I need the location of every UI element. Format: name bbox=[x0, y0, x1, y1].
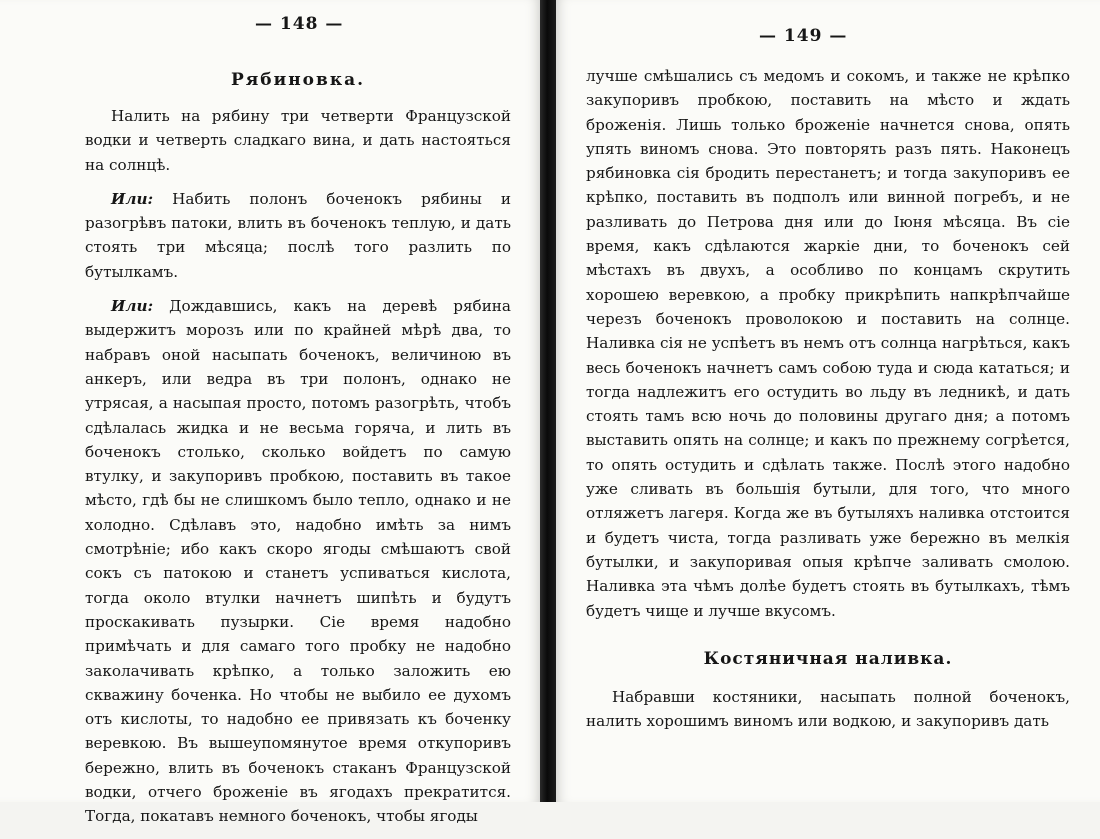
section-heading: Костяничная наливка. bbox=[703, 648, 953, 669]
paragraph bbox=[85, 187, 511, 284]
paragraph bbox=[85, 294, 511, 829]
paragraph-lead: Или: bbox=[111, 297, 154, 316]
book-gutter bbox=[540, 0, 556, 802]
text-column bbox=[85, 70, 511, 839]
paragraph-text: Дождавшись, какъ на деревѣ рябина выдержитъ морозъ или по крайней мѣрѣ два, то набравъ оной насыпать боченокъ, величиною въ анкеръ, или ведра въ три полонъ, однако не утрясая, а насыпая просто, потомъ разогрѣть, чтобъ сдѣлалась жидка и не весьма горяча, и лить въ боченокъ столько, сколько войдетъ по самую втулку, и закупоривъ пробкою, поставить въ такое мѣсто, гдѣ бы не слишкомъ было тепло, однако и не холодно. Сдѣлавъ это, надобно имѣть за нимъ смотрѣніе; ибо какъ скоро ягоды смѣшаютъ свой сокъ съ патокою и станетъ успиваться кислота, тогда около втулки начнетъ шипѣть и будутъ проскакивать пузырки. Сіе время надобно примѣчать и для самаго того пробку не надобно заколачивать крѣпко, а только заложить ею скважину боченка. Но чтобы не выбило ее духомъ отъ кислоты, то надобно ее привязать къ боченку веревкою. Въ вышеупомянутое время откупоривъ бережно, влить въ боченокъ стаканъ Французской водки, отчего броженіе въ ягодахъ прекратится. Тогда, покатавъ немного боченокъ, чтобы ягоды bbox=[85, 297, 511, 826]
page-number: — 149 — bbox=[759, 26, 848, 46]
text-column bbox=[586, 64, 1070, 743]
right-page bbox=[556, 0, 1100, 802]
paragraph-text: Налить на рябину три четверти Французской водки и четверть сладкаго вина, и дать настояться на солнцѣ. bbox=[85, 107, 511, 174]
paragraph: лучше смѣшались съ медомъ и сокомъ, и также не крѣпко закупоривъ пробкою, поставить на мѣсто и ждать броженія. Лишь только броженіе начнется снова, опять упять виномъ снова. Это повторять разъ пять. Наконецъ рябиновка сія бродить перестанетъ; и тогда закупоривъ ее крѣпко, поставить въ подполъ или винной погребъ, и не разливать до Петрова дня или до Іюня мѣсяца. Въ сіе время, какъ сдѣлаются жаркіе дни, то боченокъ сей мѣстахъ въ двухъ, а особливо по концамъ скрутить хорошею веревкою, а пробку прикрѣпить напкрѣпчайше черезъ боченокъ проволокою и поставить на солнце. Наливка сія не успѣетъ въ немъ отъ солнца нагрѣться, какъ весь боченокъ начнетъ самъ собою туда и сюда кататься; и тогда надлежитъ его остудить во льду въ ледникѣ, и дать стоять тамъ всю ночь до половины другаго дня; а потомъ выставить опять на солнце; и какъ по прежнему согрѣется, то опять остудить и сдѣлать также. Послѣ этого надобно уже сливать въ большія бутыли, для того, что много отляжетъ лагеря. Когда же въ бутыляхъ наливка отстоится и будетъ чиста, тогда разливать уже бережно въ мелкія бутылки, и закупоривая опыя крѣпче заливать смолою. Наливка эта чѣмъ долѣе будетъ стоять въ бутылкахъ, тѣмъ будетъ чище и лучше вкусомъ. bbox=[586, 67, 1070, 620]
left-page bbox=[0, 0, 540, 826]
page-number: — 148 — bbox=[255, 14, 344, 34]
paragraph: Набравши костяники, насыпать полной боченокъ, налить хорошимъ виномъ или водкою, и закупоривъ дать bbox=[586, 687, 1070, 731]
paragraph-text: Набить полонъ боченокъ рябины и разогрѣвъ патоки, влить въ боченокъ теплую, и дать стоять три мѣсяца; послѣ того разлить по бутылкамъ. bbox=[85, 189, 511, 281]
paragraph bbox=[85, 104, 511, 177]
paragraph-lead: Или: bbox=[111, 189, 154, 208]
section-heading: Рябиновка. bbox=[230, 70, 366, 90]
